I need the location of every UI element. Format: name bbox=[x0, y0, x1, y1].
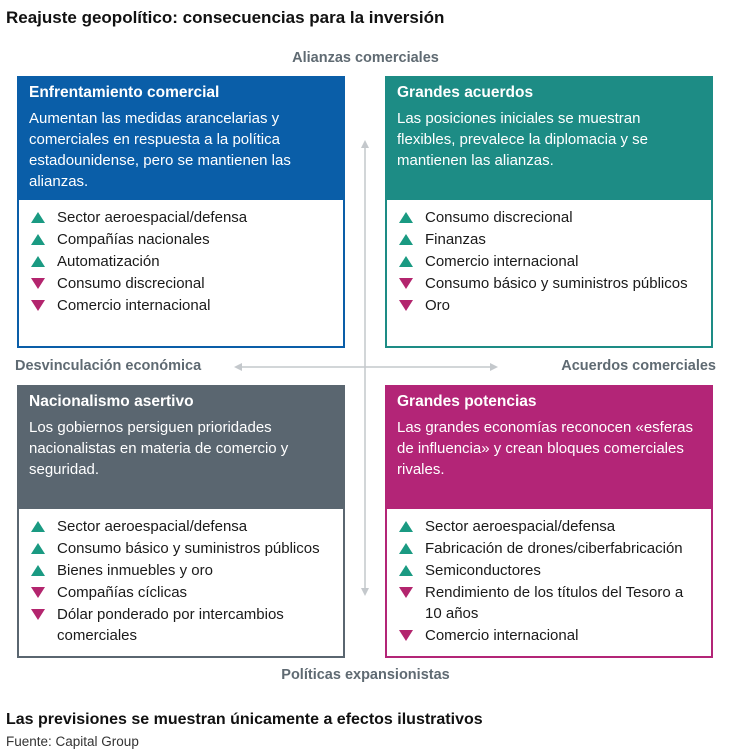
triangle-up-icon bbox=[31, 229, 57, 250]
list-item-text: Comercio internacional bbox=[57, 297, 211, 314]
triangle-down-icon bbox=[399, 625, 425, 646]
triangle-up-icon bbox=[31, 251, 57, 272]
list-item bbox=[31, 229, 333, 250]
list-item-text: Sector aeroespacial/defensa bbox=[57, 209, 248, 226]
list-item bbox=[399, 538, 701, 559]
triangle-up-icon bbox=[31, 207, 57, 228]
list-item-text: Consumo básico y suministros públicos bbox=[57, 540, 320, 557]
horizontal-axis-arrow-right bbox=[490, 363, 498, 371]
quadrant-title: Grandes acuerdos bbox=[397, 84, 534, 101]
triangle-up-icon bbox=[31, 516, 57, 537]
vertical-axis-arrow-down bbox=[361, 588, 369, 596]
list-item-text: Bienes inmuebles y oro bbox=[57, 562, 213, 579]
quadrant-list bbox=[17, 200, 345, 348]
list-item bbox=[399, 207, 701, 228]
quadrant-title: Enfrentamiento comercial bbox=[29, 84, 220, 101]
list-item-text: Oro bbox=[425, 297, 451, 314]
quadrant-description: Las grandes economías reconocen «esferas de influencia» y crean bloques comerciales rivales. bbox=[397, 419, 694, 478]
quadrant-top-right bbox=[385, 76, 713, 348]
list-item-text: Fabricación de drones/ciberfabricación bbox=[425, 540, 683, 557]
horizontal-axis-arrow-left bbox=[234, 363, 242, 371]
list-item-text: Consumo discrecional bbox=[57, 275, 205, 292]
triangle-down-icon bbox=[399, 273, 425, 294]
triangle-up-icon bbox=[399, 229, 425, 250]
list-item-text: Compañías cíclicas bbox=[57, 584, 188, 601]
list-item bbox=[399, 560, 701, 581]
list-item bbox=[31, 251, 333, 272]
triangle-up-icon bbox=[31, 538, 57, 559]
chart-title: Reajuste geopolítico: consecuencias para la inversión bbox=[6, 8, 445, 27]
axis-label-top: Alianzas comerciales bbox=[292, 50, 439, 66]
triangle-up-icon bbox=[399, 538, 425, 559]
quadrant-header bbox=[17, 76, 345, 200]
quadrant-list bbox=[385, 200, 713, 348]
quadrant-description: Aumentan las medidas arancelarias y comerciales en respuesta a la política estadounidense, pero se mantienen las alianzas. bbox=[29, 110, 291, 190]
list-item bbox=[399, 229, 701, 250]
list-item-text: Semiconductores bbox=[425, 562, 541, 579]
list-item bbox=[399, 625, 701, 646]
list-item-text: Rendimiento de los títulos del Tesoro a 10 años bbox=[425, 584, 684, 622]
list-item-text: Consumo discrecional bbox=[425, 209, 573, 226]
list-item bbox=[31, 604, 333, 646]
list-item bbox=[31, 295, 333, 316]
triangle-down-icon bbox=[31, 604, 57, 625]
triangle-up-icon bbox=[399, 207, 425, 228]
triangle-down-icon bbox=[399, 582, 425, 603]
quadrant-list bbox=[17, 509, 345, 658]
quadrant-bottom-left bbox=[17, 385, 345, 658]
list-item-text: Sector aeroespacial/defensa bbox=[57, 518, 248, 535]
triangle-down-icon bbox=[31, 582, 57, 603]
triangle-up-icon bbox=[399, 560, 425, 581]
list-item bbox=[31, 207, 333, 228]
triangle-up-icon bbox=[399, 251, 425, 272]
list-item bbox=[399, 516, 701, 537]
axis-label-bottom: Políticas expansionistas bbox=[281, 667, 450, 683]
axis-label-left: Desvinculación económica bbox=[15, 358, 202, 374]
footer-source: Fuente: Capital Group bbox=[6, 734, 139, 749]
vertical-axis-arrow-up bbox=[361, 140, 369, 148]
list-item bbox=[31, 516, 333, 537]
list-item bbox=[399, 251, 701, 272]
list-item-text: Sector aeroespacial/defensa bbox=[425, 518, 616, 535]
footer-note: Las previsiones se muestran únicamente a efectos ilustrativos bbox=[6, 711, 483, 728]
list-item-text: Automatización bbox=[57, 253, 160, 270]
quadrant-top-left bbox=[17, 76, 345, 348]
quadrant-description: Los gobiernos persiguen prioridades nacionalistas en materia de comercio y seguridad. bbox=[29, 419, 289, 478]
list-item-text: Dólar ponderado por intercambios comerciales bbox=[57, 606, 284, 644]
list-item bbox=[31, 582, 333, 603]
triangle-up-icon bbox=[399, 516, 425, 537]
list-item bbox=[399, 582, 701, 624]
triangle-down-icon bbox=[399, 295, 425, 316]
quadrant-header bbox=[17, 385, 345, 509]
list-item bbox=[399, 295, 701, 316]
list-item bbox=[31, 273, 333, 294]
triangle-down-icon bbox=[31, 295, 57, 316]
quadrant-title: Nacionalismo asertivo bbox=[29, 393, 194, 410]
list-item-text: Compañías nacionales bbox=[57, 231, 210, 248]
quadrant-header bbox=[385, 76, 713, 200]
quadrant-description: Las posiciones iniciales se muestran flexibles, prevalece la diplomacia y se mantienen las alianzas. bbox=[397, 110, 648, 169]
triangle-up-icon bbox=[31, 560, 57, 581]
list-item-text: Comercio internacional bbox=[425, 253, 579, 270]
quadrant-title: Grandes potencias bbox=[397, 393, 537, 410]
triangle-down-icon bbox=[31, 273, 57, 294]
list-item-text: Comercio internacional bbox=[425, 627, 579, 644]
axis-label-right: Acuerdos comerciales bbox=[561, 358, 716, 374]
quadrant-list bbox=[385, 509, 713, 658]
list-item-text: Finanzas bbox=[425, 231, 486, 248]
quadrant-bottom-right bbox=[385, 385, 713, 658]
list-item bbox=[31, 560, 333, 581]
list-item-text: Consumo básico y suministros públicos bbox=[425, 275, 688, 292]
quadrant-header bbox=[385, 385, 713, 509]
list-item bbox=[399, 273, 701, 294]
list-item bbox=[31, 538, 333, 559]
